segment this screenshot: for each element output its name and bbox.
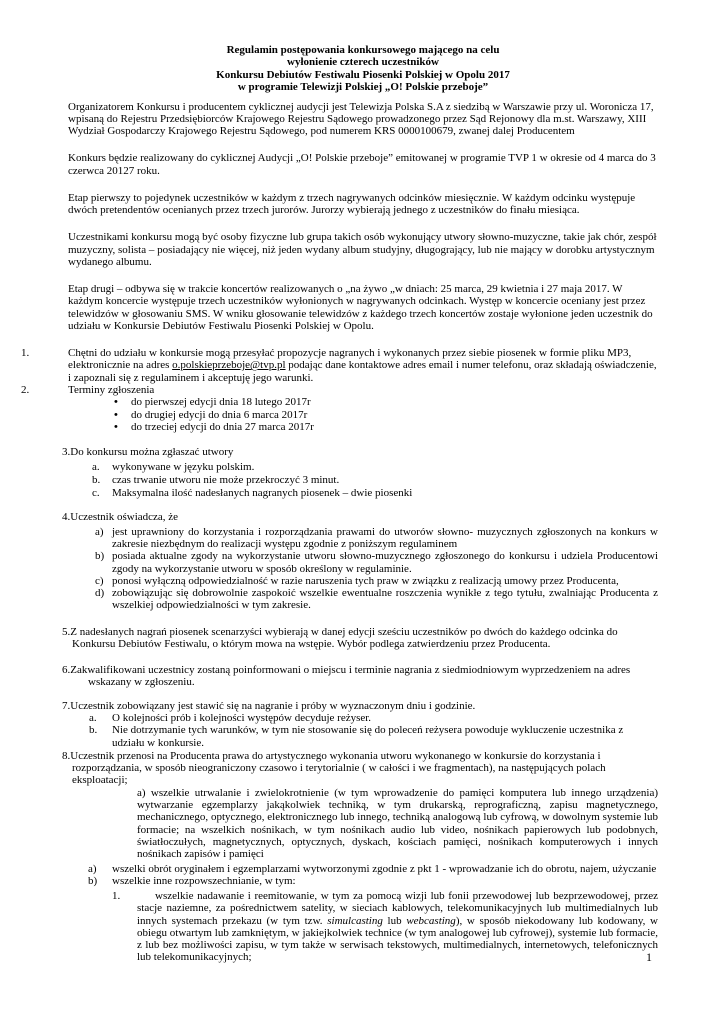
list-item-text: Terminy zgłoszenia: [68, 383, 155, 396]
bullet-marker: •: [114, 408, 118, 421]
point-marker: b): [88, 875, 98, 888]
page-number: 1: [646, 950, 652, 964]
title-line: Regulamin postępowania konkursowego mającego na celu: [226, 44, 500, 56]
section-7-point: [0, 712, 658, 724]
section-3-heading: 3.Do konkursu można zgłaszać utwory: [62, 445, 234, 458]
title-line: wyłonienie czterech uczestników: [287, 56, 439, 69]
point-text: wykonywane w języku polskim.: [112, 460, 255, 473]
point-marker: a): [95, 525, 104, 538]
point-text: Maksymalna ilość nadesłanych nagranych piosenek – dwie piosenki: [112, 486, 413, 499]
section-8-heading: 8.Uczestnik przenosi na Producenta prawa do artystycznego wykonania utworu wykonanego w konkursie do korzystania i rozporządzania, w sposób nieograniczony czasowo i terytorialnie ( w całości i we fragmentach), na następujących polach eksploatacji;: [62, 749, 606, 787]
list-item-2: [0, 384, 658, 396]
section-8-subpoint-1: [0, 890, 658, 964]
section-4-heading: 4.Uczestnik oświadcza, że: [62, 510, 179, 523]
subpoint-text: lub: [382, 914, 407, 927]
deadline-list: [0, 396, 658, 434]
point-marker: b.: [89, 724, 98, 737]
section-3-point: [0, 474, 658, 487]
point-text: wszelki obrót oryginałem i egzemplarzami wytworzonymi zgodnie z pkt 1 - wprowadzanie ich do obrotu, najem, użyczanie: [112, 862, 657, 875]
section-7-point: [0, 724, 658, 749]
point-marker: b.: [92, 473, 101, 486]
deadline-item: [0, 409, 658, 422]
point-text: Nie dotrzymanie tych warunków, w tym nie stosowanie się do poleceń reżysera powoduje wykluczenie uczestnika z udziału w konkursie.: [112, 724, 624, 749]
point-marker: d): [95, 587, 105, 600]
subpoint-text: ), w sposób niekodowany lub kodowany, w obiegu otwartym lub zamkniętym, w jakiejkolwiek technice (w tym analogowej lub cyfrowej), systemie lub formacie, z lub bez możliwości zapisu, w tym także w serwisach tekstowych, multimedialnych, internetowych, telefonicznych lub telekomunikacyjnych;: [137, 914, 659, 964]
point-text: O kolejności prób i kolejności występów decyduje reżyser.: [112, 711, 372, 724]
deadline-text: do trzeciej edycji do dnia 27 marca 2017r: [131, 421, 314, 434]
section-8-field-a: [0, 787, 658, 861]
section-7-points: [0, 712, 658, 749]
subpoint-italic-term: webcasting: [406, 914, 456, 927]
point-marker: a): [137, 786, 146, 799]
deadline-item: [0, 396, 658, 409]
intro-paragraph-participants: Uczestnikami konkursu mogą być osoby fizyczne lub grupa takich osób wykonujący utwory słowno-muzyczne, takie jak chór, zespół muzyczny, solista – posiadający nie więcej, niż jeden wydany album studyjny, długogrający, lub nie mający w dorobku artystycznym wydanego albumu.: [68, 231, 657, 268]
list-item-text: podając dane kontaktowe adres email i numer telefonu, oraz składają oświadczenie, i zapoznali się z regulaminem i akceptuję jego warunki.: [68, 359, 657, 384]
point-text: jest uprawniony do korzystania i rozporządzania prawami do utworów słowno- muzycznych zgłoszonych na konkurs w zakresie niezbędnym do realizacji występu zgodnie z poniższym regulaminem: [112, 525, 658, 550]
section-3-points: [0, 461, 658, 500]
list-item-text: Chętni do udziału w konkursie mogą przesyłać propozycje nagranych i wykonanych przez siebie piosenek w formie pliku MP3, elektronicznie na adres: [68, 346, 632, 372]
point-marker: b): [95, 550, 105, 563]
section-4-point: [0, 550, 658, 575]
point-text: czas trwanie utworu nie może przekroczyć 3 minut.: [112, 473, 340, 486]
section-4-points: [0, 526, 658, 612]
section-4-point: [0, 575, 658, 587]
section-6-text: 6.Zakwalifikowani uczestnicy zostaną poinformowani o miejscu i terminie nagrania z siedmiodniowym wyprzedzeniem na adres wskazany w zgłoszeniu.: [62, 663, 631, 688]
section-4-point: [0, 526, 658, 551]
point-text: wszelkie utrwalanie i zwielokrotnienie (w tym wprowadzenie do pamięci komputera lub innego urządzenia) wytwarzanie egzemplarzy jakąkolwiek techniką, w tym drukarską, reprograficzną, zapisu magnetycznego, mechanicznego, optycznego, elektronicznego lub innego, techniką analogową lub cyfrową, w dowolnym systemie lub formacie; na wszelkich nośnikach, w tym nośnikach audio lub video, nośnikach papierowych lub podobnych, światłoczułych, magnetycznych, optycznych, dyskach, kościach pamięci, nośnikach komputerowych i innych nośnikach zapisów i pamięci: [137, 786, 658, 861]
intro-paragraph-schedule: Konkurs będzie realizowany do cyklicznej Audycji „O! Polskie przeboje” emitowanej w programie TVP 1 w okresie od 4 marca do 3 czerwca 20127 roku.: [68, 152, 656, 177]
point-marker: c): [95, 574, 104, 587]
deadline-text: do drugiej edycji do dnia 6 marca 2017r: [131, 408, 308, 421]
section-8-point: [0, 875, 658, 887]
point-text: zobowiązując się dobrowolnie zaspokoić wszelkie ewentualne roszczenia wynikłe z tego tytułu, zwalniając Producenta z wszelkiej odpowiedzialności w tym zakresie.: [112, 587, 658, 612]
list-marker: 1.: [21, 346, 30, 359]
title-line: w programie Telewizji Polskiej „O! Polskie przeboje”: [237, 80, 489, 93]
bullet-marker: •: [114, 421, 118, 434]
deadline-item: [0, 421, 658, 434]
point-text: ponosi wyłączną odpowiedzialność w razie naruszenia tych praw w związku z realizacją umowy przez Producenta,: [112, 574, 619, 587]
point-marker: a.: [92, 460, 100, 473]
intro-paragraph-stage-one: Etap pierwszy to pojedynek uczestników w każdym z trzech nagrywanych odcinków miesięcznie. W każdym odcinku występuje dwóch pretendentów ocenianych przez trzech jurorów. Jurorzy wybierają jednego z uczestników do finału miesiąca.: [68, 191, 636, 217]
subpoint-italic-term: simulcasting: [327, 914, 383, 927]
point-marker: a): [88, 862, 97, 875]
point-text: posiada aktualne zgody na wykorzystanie utworu słowno-muzycznego zgłoszonego do konkursu i udziela Producentowi zgody na wykorzystanie utworu w sposób określony w regulaminie.: [112, 550, 658, 575]
section-5-text: 5.Z nadesłanych nagrań piosenek scenarzyści wybierają w danej edycji sześciu uczestników po dwóch do każdego odcinka do Konkursu Debiutów Festiwalu, o którym mowa na wstępie. Wybór podlega zatwierdzeniu przez Producenta.: [62, 625, 618, 650]
deadline-text: do pierwszej edycji dnia 18 lutego 2017r: [131, 396, 311, 409]
point-marker: c.: [92, 486, 100, 499]
section-3-point: [0, 461, 658, 474]
point-text: wszelkie inne rozpowszechnianie, w tym:: [112, 875, 296, 888]
email-link[interactable]: o.polskieprzeboje@tvp.pl: [172, 359, 286, 372]
section-8-points: [0, 863, 658, 888]
list-marker: 2.: [21, 383, 30, 396]
intro-paragraph-organizer: Organizatorem Konkursu i producentem cyklicznej audycji jest Telewizja Polska S.A z siedzibą w Warszawie przy ul. Woronicza 17, wpisaną do Rejestru Przedsiębiorców Krajowego Rejestru Sądowego prowadzonego przez Sąd Rejonowy dla m.st. Warszawy, XIII Wydział Gospodarczy Krajowego Rejestru Sądowego, pod numerem KRS 0000100679, zwanej dalej Producentem: [68, 100, 654, 138]
section-4-point: [0, 587, 658, 612]
title-line: Konkursu Debiutów Festiwalu Piosenki Polskiej w Opolu 2017: [216, 68, 510, 81]
section-8-point: [0, 863, 658, 875]
intro-paragraph-stage-two: Etap drugi – odbywa się w trakcie koncertów realizowanych o „na żywo „w dniach: 25 marca, 29 kwietnia i 27 maja 2017. W każdym koncercie występuje trzech uczestników wyłonionych w nagrywanych odcinkach. Występ w koncercie oceniany jest przez telewidzów w głosowaniu SMS. W wniku głosowanie telewidzów z każdego trzech koncertów zostaje wyłonione jeden uczestnik do udziału w Konkursie Debiutów Festiwalu Piosenki Polskiej w Opolu.: [68, 282, 653, 332]
point-marker: a.: [89, 711, 97, 724]
list-item-1: [0, 347, 658, 384]
document-title: [0, 44, 658, 93]
section-7-heading: 7.Uczestnik zobowiązany jest stawić się na nagranie i próby w wyznaczonym dniu i godzinie.: [62, 699, 476, 712]
bullet-marker: •: [114, 396, 118, 409]
subpoint-marker: 1.: [112, 889, 121, 902]
subpoint-text: wszelkie nadawanie i reemitowanie, w tym za pomocą wizji lub fonii przewodowej lub bezprzewodowej, przez stacje naziemne, za pośrednictwem satelity, w sieciach kablowych, telekomunikacyjnych lub multimedialnych lub innych systemach przekazu (w tym tzw.: [137, 889, 658, 927]
section-3-point: [0, 487, 658, 500]
